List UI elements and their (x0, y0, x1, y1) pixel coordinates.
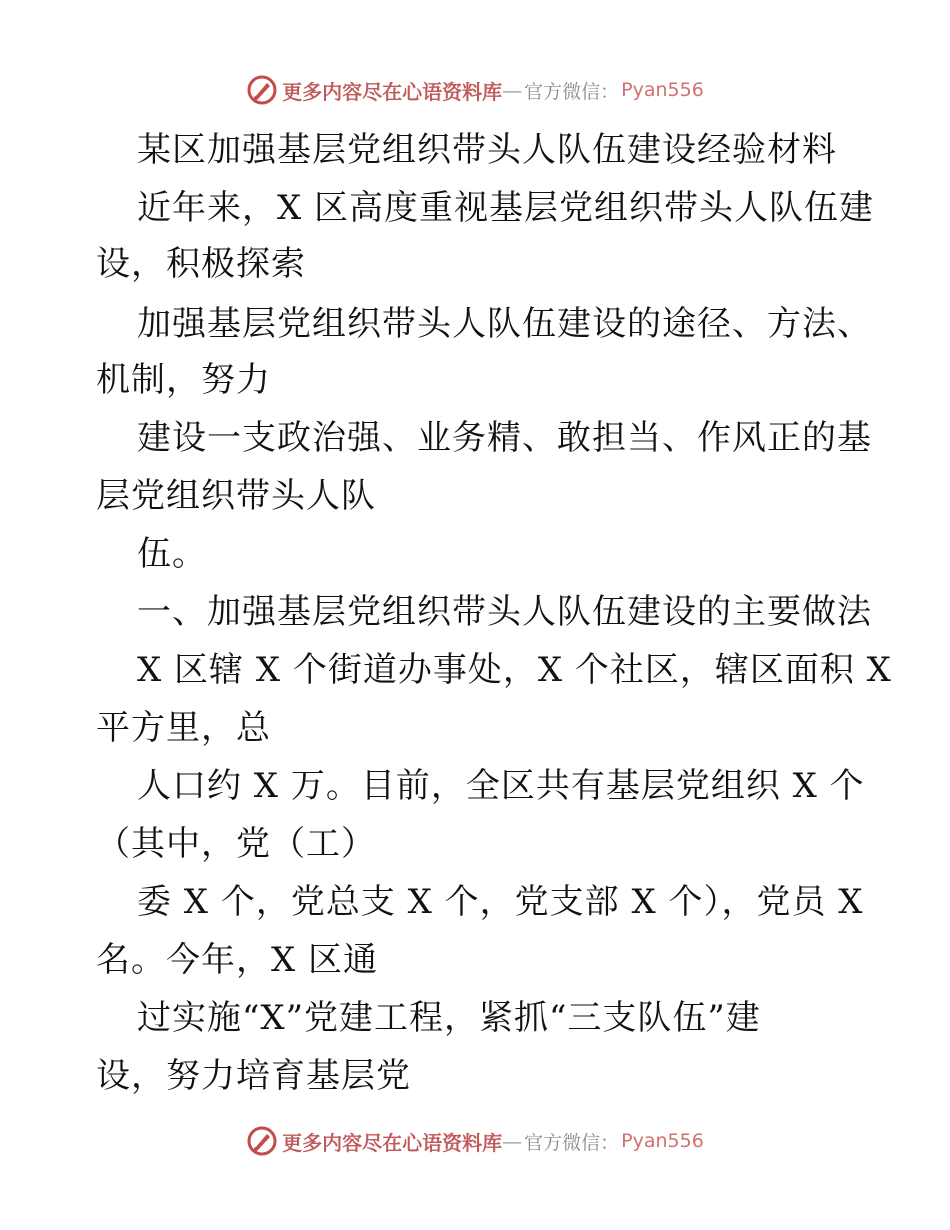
pen-logo-icon (246, 74, 278, 106)
footer-separator: — (502, 1129, 523, 1153)
paragraph-line: 名。今年，X 区通 (96, 940, 379, 980)
section-heading: 一、加强基层党组织带头人队伍建设的主要做法 (137, 592, 872, 632)
footer-banner (0, 1121, 950, 1161)
paragraph-line: 伍。 (137, 534, 207, 574)
footer-wechat-label: 官方微信： (524, 1131, 620, 1154)
paragraph-line: 平方里，总 (96, 708, 271, 748)
paragraph-line: 过实施“X”党建工程，紧抓“三支队伍”建 (137, 998, 761, 1038)
paragraph-line: 层党组织带头人队 (96, 476, 376, 516)
paragraph-line: （其中，党（工） (96, 824, 376, 864)
footer-brand: 更多内容尽在心语资料库 (282, 1130, 503, 1155)
paragraph-line: 加强基层党组织带头人队伍建设的途径、方法、 (137, 304, 872, 344)
header-wechat-label: 官方微信： (524, 80, 620, 103)
paragraph-line: 近年来，X 区高度重视基层党组织带头人队伍建 (137, 188, 875, 228)
paragraph-line: 机制，努力 (96, 360, 271, 400)
paragraph-line: 建设一支政治强、业务精、敢担当、作风正的基 (137, 418, 872, 458)
paragraph-line: 人口约 X 万。目前，全区共有基层党组织 X 个 (137, 766, 865, 806)
header-banner (0, 70, 950, 110)
paragraph-line: 设，积极探索 (96, 244, 306, 284)
paragraph-line: X 区辖 X 个街道办事处，X 个社区，辖区面积 X (137, 650, 892, 690)
paragraph-line: 委 X 个，党总支 X 个，党支部 X 个），党员 X (137, 882, 864, 922)
footer-handle: Pyan556 (621, 1130, 704, 1152)
header-separator: — (502, 78, 523, 102)
pen-logo-icon (246, 1125, 278, 1157)
paragraph-line: 设，努力培育基层党 (96, 1056, 411, 1096)
header-brand: 更多内容尽在心语资料库 (282, 79, 503, 104)
header-handle: Pyan556 (621, 79, 704, 101)
doc-title: 某区加强基层党组织带头人队伍建设经验材料 (137, 130, 837, 170)
